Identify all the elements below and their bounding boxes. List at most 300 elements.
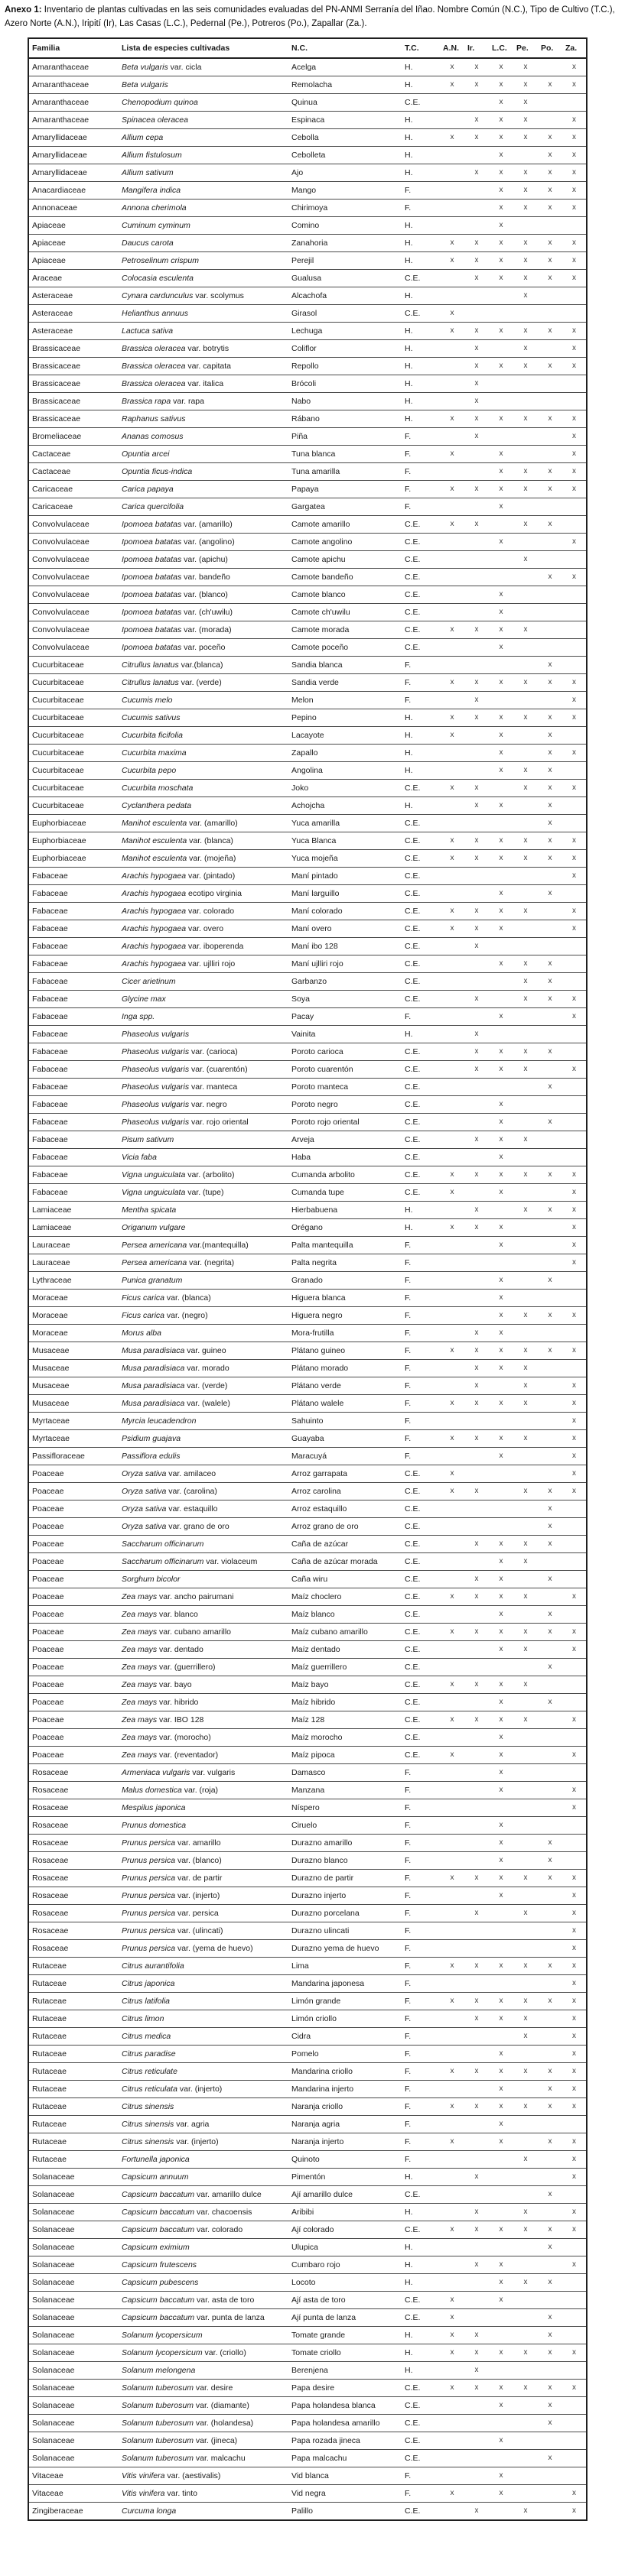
table-header xyxy=(28,38,587,58)
presence-mark-an: x xyxy=(440,410,464,427)
common-name-cell: Poroto rojo oriental xyxy=(288,1113,402,1131)
species-cell xyxy=(119,1183,288,1201)
table-row xyxy=(28,1939,587,1957)
common-name-cell: Arveja xyxy=(288,1131,402,1148)
common-name-cell: Ají amarillo dulce xyxy=(288,2185,402,2203)
presence-mark-po xyxy=(538,1465,562,1482)
presence-mark-za: x xyxy=(562,779,587,796)
species-scientific-name: Ipomoea batatas xyxy=(122,537,182,547)
familia-cell: Convolvulaceae xyxy=(28,638,119,656)
presence-mark-ir: x xyxy=(464,1482,489,1500)
presence-mark-pe xyxy=(513,1605,538,1623)
table-row xyxy=(28,1007,587,1025)
cultivation-type-cell: C.E. xyxy=(402,1658,440,1676)
cultivation-type-cell: H. xyxy=(402,375,440,392)
presence-mark-lc: x xyxy=(489,1623,513,1640)
presence-mark-lc xyxy=(489,304,513,322)
species-variety: var. (negro) xyxy=(164,1310,208,1320)
presence-mark-pe xyxy=(513,1851,538,1869)
table-row xyxy=(28,1517,587,1535)
presence-mark-pe xyxy=(513,1728,538,1746)
species-variety: var. capitata xyxy=(185,361,232,371)
species-cell xyxy=(119,427,288,445)
presence-mark-an xyxy=(440,1763,464,1781)
familia-cell: Fabaceae xyxy=(28,1007,119,1025)
species-cell xyxy=(119,2027,288,2045)
cultivation-type-cell: C.E. xyxy=(402,1183,440,1201)
presence-mark-an xyxy=(440,2396,464,2414)
presence-mark-za: x xyxy=(562,1922,587,1939)
presence-mark-pe xyxy=(513,1324,538,1342)
species-scientific-name: Zea mays xyxy=(122,1591,158,1601)
presence-mark-lc: x xyxy=(489,726,513,744)
presence-mark-za xyxy=(562,2238,587,2256)
presence-mark-po: x xyxy=(538,2273,562,2291)
familia-cell: Rutaceae xyxy=(28,2027,119,2045)
species-cell xyxy=(119,832,288,849)
table-row xyxy=(28,251,587,269)
species-cell xyxy=(119,1623,288,1640)
presence-mark-ir: x xyxy=(464,128,489,146)
cultivation-type-cell: C.E. xyxy=(402,937,440,955)
presence-mark-lc xyxy=(489,2414,513,2432)
species-variety: var. bandeño xyxy=(181,572,230,582)
presence-mark-an: x xyxy=(440,1711,464,1728)
presence-mark-za xyxy=(562,1763,587,1781)
common-name-cell: Limón grande xyxy=(288,1992,402,2010)
presence-mark-za xyxy=(562,1658,587,1676)
cultivation-type-cell: H. xyxy=(402,234,440,251)
presence-mark-po: x xyxy=(538,2238,562,2256)
presence-mark-lc xyxy=(489,1799,513,1816)
species-variety: var. (blanco) xyxy=(181,589,228,599)
presence-mark-an: x xyxy=(440,1676,464,1693)
presence-mark-pe: x xyxy=(513,2010,538,2027)
cultivation-type-cell: C.E. xyxy=(402,2291,440,2308)
presence-mark-ir xyxy=(464,445,489,462)
species-cell xyxy=(119,1957,288,1974)
species-variety: var. dentado xyxy=(157,1644,203,1654)
presence-mark-pe: x xyxy=(513,93,538,111)
presence-mark-an xyxy=(440,1939,464,1957)
presence-mark-lc xyxy=(489,867,513,884)
common-name-cell: Arroz garrapata xyxy=(288,1465,402,1482)
cultivation-type-cell: C.E. xyxy=(402,1482,440,1500)
presence-mark-za xyxy=(562,884,587,902)
presence-mark-po: x xyxy=(538,2062,562,2080)
table-row xyxy=(28,498,587,515)
presence-mark-po: x xyxy=(538,796,562,814)
presence-mark-ir: x xyxy=(464,1201,489,1218)
common-name-cell: Ají colorado xyxy=(288,2221,402,2238)
presence-mark-po: x xyxy=(538,744,562,761)
cultivation-type-cell: F. xyxy=(402,1922,440,1939)
presence-mark-po xyxy=(538,1060,562,1078)
table-row xyxy=(28,1711,587,1728)
presence-mark-pe xyxy=(513,656,538,673)
presence-mark-ir xyxy=(464,814,489,832)
presence-mark-lc: x xyxy=(489,1060,513,1078)
species-scientific-name: Origanum vulgare xyxy=(122,1222,186,1232)
table-row xyxy=(28,1851,587,1869)
presence-mark-po: x xyxy=(538,2097,562,2115)
species-cell xyxy=(119,2080,288,2097)
familia-cell: Poaceae xyxy=(28,1623,119,1640)
presence-mark-pe xyxy=(513,2432,538,2449)
presence-mark-an xyxy=(440,550,464,568)
familia-cell: Rosaceae xyxy=(28,1763,119,1781)
presence-mark-za: x xyxy=(562,2484,587,2502)
species-cell xyxy=(119,1763,288,1781)
species-cell xyxy=(119,656,288,673)
familia-cell: Vitaceae xyxy=(28,2484,119,2502)
presence-mark-lc: x xyxy=(489,2045,513,2062)
cultivation-type-cell: F. xyxy=(402,1342,440,1359)
presence-mark-za: x xyxy=(562,1447,587,1465)
familia-cell: Convolvulaceae xyxy=(28,621,119,638)
common-name-cell: Arroz grano de oro xyxy=(288,1517,402,1535)
familia-cell: Solanaceae xyxy=(28,2203,119,2221)
species-cell xyxy=(119,410,288,427)
species-cell xyxy=(119,2115,288,2133)
presence-mark-an: x xyxy=(440,673,464,691)
presence-mark-lc: x xyxy=(489,920,513,937)
presence-mark-lc: x xyxy=(489,1693,513,1711)
species-scientific-name: Oryza sativa xyxy=(122,1521,167,1531)
common-name-cell: Lacayote xyxy=(288,726,402,744)
common-name-cell: Camote ch'uwilu xyxy=(288,603,402,621)
species-scientific-name: Musa paradisiaca xyxy=(122,1398,185,1408)
cultivation-type-cell: C.E. xyxy=(402,920,440,937)
table-row xyxy=(28,638,587,656)
presence-mark-ir: x xyxy=(464,709,489,726)
presence-mark-lc: x xyxy=(489,1640,513,1658)
presence-mark-pe: x xyxy=(513,779,538,796)
presence-mark-za xyxy=(562,1095,587,1113)
common-name-cell: Tomate criollo xyxy=(288,2344,402,2361)
presence-mark-pe xyxy=(513,920,538,937)
presence-mark-ir xyxy=(464,955,489,972)
presence-mark-po: x xyxy=(538,1482,562,1500)
table-row xyxy=(28,2203,587,2221)
species-cell xyxy=(119,990,288,1007)
common-name-cell: Guayaba xyxy=(288,1429,402,1447)
table-row xyxy=(28,1060,587,1078)
presence-mark-lc xyxy=(489,2308,513,2326)
presence-mark-pe: x xyxy=(513,1201,538,1218)
cultivation-type-cell: F. xyxy=(402,1869,440,1887)
presence-mark-za xyxy=(562,2185,587,2203)
species-variety: var. ujlliri rojo xyxy=(186,959,236,968)
presence-mark-pe: x xyxy=(513,1957,538,1974)
presence-mark-lc: x xyxy=(489,1306,513,1324)
presence-mark-pe: x xyxy=(513,761,538,779)
presence-mark-za xyxy=(562,515,587,533)
common-name-cell: Camote amarillo xyxy=(288,515,402,533)
table-row xyxy=(28,2326,587,2344)
presence-mark-za xyxy=(562,937,587,955)
presence-mark-za xyxy=(562,498,587,515)
common-name-cell: Yuca amarilla xyxy=(288,814,402,832)
page-title xyxy=(5,3,630,31)
species-scientific-name: Musa paradisiaca xyxy=(122,1380,185,1390)
familia-cell: Apiaceae xyxy=(28,216,119,234)
presence-mark-ir xyxy=(464,603,489,621)
presence-mark-po: x xyxy=(538,462,562,480)
presence-mark-za: x xyxy=(562,2010,587,2027)
presence-mark-za: x xyxy=(562,1412,587,1429)
species-cell xyxy=(119,709,288,726)
presence-mark-ir: x xyxy=(464,1166,489,1183)
species-variety: var. IBO 128 xyxy=(157,1715,204,1724)
presence-mark-an xyxy=(440,375,464,392)
presence-mark-an xyxy=(440,146,464,164)
presence-mark-za: x xyxy=(562,164,587,181)
presence-mark-po: x xyxy=(538,709,562,726)
species-variety: var. (blanco) xyxy=(175,1855,222,1865)
familia-cell: Cucurbitaceae xyxy=(28,796,119,814)
presence-mark-za: x xyxy=(562,1394,587,1412)
species-cell xyxy=(119,2133,288,2150)
presence-mark-lc: x xyxy=(489,2080,513,2097)
species-cell xyxy=(119,1131,288,1148)
common-name-cell: Vainita xyxy=(288,1025,402,1043)
species-cell xyxy=(119,1078,288,1095)
table-row xyxy=(28,1552,587,1570)
table-row xyxy=(28,1078,587,1095)
familia-cell: Cucurbitaceae xyxy=(28,656,119,673)
species-scientific-name: Ficus carica xyxy=(122,1293,165,1303)
species-cell xyxy=(119,1887,288,1904)
table-row xyxy=(28,1113,587,1131)
species-cell xyxy=(119,1043,288,1060)
cultivation-type-cell: F. xyxy=(402,1834,440,1851)
familia-cell: Musaceae xyxy=(28,1394,119,1412)
presence-mark-po: x xyxy=(538,251,562,269)
presence-mark-lc: x xyxy=(489,1324,513,1342)
presence-mark-za: x xyxy=(562,462,587,480)
presence-mark-an xyxy=(440,339,464,357)
presence-mark-ir xyxy=(464,498,489,515)
presence-mark-pe: x xyxy=(513,1429,538,1447)
presence-mark-an: x xyxy=(440,1183,464,1201)
presence-mark-za: x xyxy=(562,58,587,76)
species-scientific-name: Ipomoea batatas xyxy=(122,607,182,617)
species-cell xyxy=(119,480,288,498)
presence-mark-po xyxy=(538,2115,562,2133)
common-name-cell: Camote poceño xyxy=(288,638,402,656)
presence-mark-lc: x xyxy=(489,357,513,375)
common-name-cell: Durazno amarillo xyxy=(288,1834,402,1851)
presence-mark-ir xyxy=(464,216,489,234)
species-scientific-name: Solanum tuberosum xyxy=(122,2435,194,2445)
species-variety: var. asta de toro xyxy=(194,2295,255,2305)
familia-cell: Rosaceae xyxy=(28,1939,119,1957)
presence-mark-ir xyxy=(464,2432,489,2449)
presence-mark-ir xyxy=(464,1939,489,1957)
species-variety: var. hibrido xyxy=(157,1697,199,1707)
familia-cell: Solanaceae xyxy=(28,2273,119,2291)
cultivation-type-cell: C.E. xyxy=(402,1148,440,1166)
presence-mark-po xyxy=(538,1816,562,1834)
presence-mark-za xyxy=(562,1324,587,1342)
species-variety: var. (guerrillero) xyxy=(157,1662,216,1672)
presence-mark-lc xyxy=(489,550,513,568)
species-variety: var. (blanca) xyxy=(187,835,233,845)
species-cell xyxy=(119,1377,288,1394)
presence-mark-po xyxy=(538,2168,562,2185)
presence-mark-za xyxy=(562,1552,587,1570)
species-variety: var. agria xyxy=(174,2119,210,2129)
presence-mark-lc xyxy=(489,1658,513,1676)
presence-mark-po xyxy=(538,111,562,128)
common-name-cell: Camote morada xyxy=(288,621,402,638)
presence-mark-po xyxy=(538,550,562,568)
presence-mark-za: x xyxy=(562,849,587,867)
species-variety: var. amilaceo xyxy=(166,1468,216,1478)
table-row xyxy=(28,691,587,709)
species-cell xyxy=(119,972,288,990)
presence-mark-po xyxy=(538,1676,562,1693)
species-cell xyxy=(119,1394,288,1412)
presence-mark-lc xyxy=(489,2185,513,2203)
presence-mark-pe: x xyxy=(513,1552,538,1570)
familia-cell: Solanaceae xyxy=(28,2308,119,2326)
species-cell xyxy=(119,1588,288,1605)
table-row xyxy=(28,2115,587,2133)
presence-mark-lc: x xyxy=(489,1131,513,1148)
presence-mark-ir xyxy=(464,2115,489,2133)
presence-mark-ir xyxy=(464,2484,489,2502)
species-cell xyxy=(119,2097,288,2115)
species-variety: var. grano de oro xyxy=(166,1521,229,1531)
presence-mark-lc: x xyxy=(489,849,513,867)
presence-mark-za: x xyxy=(562,1939,587,1957)
species-scientific-name: Brassica oleracea xyxy=(122,343,186,353)
presence-mark-ir: x xyxy=(464,990,489,1007)
familia-cell: Convolvulaceae xyxy=(28,586,119,603)
presence-mark-pe xyxy=(513,1254,538,1271)
presence-mark-ir xyxy=(464,2414,489,2432)
familia-cell: Moraceae xyxy=(28,1306,119,1324)
familia-cell: Cucurbitaceae xyxy=(28,691,119,709)
table-row xyxy=(28,990,587,1007)
presence-mark-ir xyxy=(464,550,489,568)
common-name-cell: Poroto manteca xyxy=(288,1078,402,1095)
presence-mark-lc xyxy=(489,568,513,586)
presence-mark-pe: x xyxy=(513,2221,538,2238)
presence-mark-ir xyxy=(464,2291,489,2308)
presence-mark-za xyxy=(562,761,587,779)
species-scientific-name: Colocasia esculenta xyxy=(122,273,194,283)
presence-mark-za: x xyxy=(562,691,587,709)
presence-mark-ir: x xyxy=(464,2062,489,2080)
presence-mark-za: x xyxy=(562,867,587,884)
presence-mark-za: x xyxy=(562,2203,587,2221)
common-name-cell: Damasco xyxy=(288,1763,402,1781)
species-cell xyxy=(119,76,288,93)
presence-mark-pe xyxy=(513,1236,538,1254)
presence-mark-an: x xyxy=(440,1429,464,1447)
presence-mark-za: x xyxy=(562,2045,587,2062)
presence-mark-pe xyxy=(513,1095,538,1113)
cultivation-type-cell: H. xyxy=(402,744,440,761)
presence-mark-lc xyxy=(489,937,513,955)
presence-mark-lc: x xyxy=(489,2010,513,2027)
species-scientific-name: Mespilus japonica xyxy=(122,1802,186,1812)
presence-mark-za xyxy=(562,621,587,638)
presence-mark-ir xyxy=(464,744,489,761)
common-name-cell: Plátano verde xyxy=(288,1377,402,1394)
presence-mark-pe xyxy=(513,1500,538,1517)
presence-mark-lc: x xyxy=(489,58,513,76)
table-row xyxy=(28,76,587,93)
presence-mark-an: x xyxy=(440,1746,464,1763)
species-variety: var. (walele) xyxy=(184,1398,230,1408)
presence-mark-po: x xyxy=(538,2133,562,2150)
presence-mark-za: x xyxy=(562,1957,587,1974)
presence-mark-ir: x xyxy=(464,621,489,638)
presence-mark-ir xyxy=(464,1236,489,1254)
cultivation-type-cell: F. xyxy=(402,1254,440,1271)
presence-mark-pe xyxy=(513,2484,538,2502)
presence-mark-lc xyxy=(489,1201,513,1218)
presence-mark-po xyxy=(538,1183,562,1201)
species-scientific-name: Zea mays xyxy=(122,1679,158,1689)
species-variety: ecotipo virginia xyxy=(186,888,243,898)
species-scientific-name: Prunus domestica xyxy=(122,1820,187,1830)
table-row xyxy=(28,568,587,586)
species-scientific-name: Opuntia arcei xyxy=(122,449,170,459)
cultivation-type-cell: H. xyxy=(402,2238,440,2256)
common-name-cell: Plátano morado xyxy=(288,1359,402,1377)
species-scientific-name: Mangifera indica xyxy=(122,185,181,195)
species-scientific-name: Ipomoea batatas xyxy=(122,589,182,599)
species-scientific-name: Phaseolus vulgaris xyxy=(122,1099,190,1109)
presence-mark-za: x xyxy=(562,1623,587,1640)
species-scientific-name: Lactuca sativa xyxy=(122,326,174,336)
presence-mark-ir: x xyxy=(464,673,489,691)
species-scientific-name: Chenopodium quinoa xyxy=(122,97,198,107)
presence-mark-an xyxy=(440,1078,464,1095)
presence-mark-po: x xyxy=(538,1869,562,1887)
cultivation-type-cell: H. xyxy=(402,2326,440,2344)
presence-mark-za xyxy=(562,375,587,392)
table-row xyxy=(28,867,587,884)
species-cell xyxy=(119,234,288,251)
presence-mark-za: x xyxy=(562,427,587,445)
presence-mark-an: x xyxy=(440,58,464,76)
presence-mark-po: x xyxy=(538,1570,562,1588)
common-name-cell: Naranja injerto xyxy=(288,2133,402,2150)
presence-mark-po xyxy=(538,1763,562,1781)
presence-mark-pe xyxy=(513,1517,538,1535)
species-variety: var. negro xyxy=(189,1099,227,1109)
presence-mark-ir: x xyxy=(464,76,489,93)
cultivation-type-cell: C.E. xyxy=(402,1711,440,1728)
cultivation-type-cell: H. xyxy=(402,111,440,128)
presence-mark-ir xyxy=(464,1078,489,1095)
presence-mark-za: x xyxy=(562,2150,587,2168)
presence-mark-an xyxy=(440,2467,464,2484)
familia-cell: Apiaceae xyxy=(28,234,119,251)
cultivation-type-cell: C.E. xyxy=(402,586,440,603)
presence-mark-ir: x xyxy=(464,1535,489,1552)
table-row xyxy=(28,1869,587,1887)
presence-mark-lc: x xyxy=(489,1570,513,1588)
column-header-tc: T.C. xyxy=(402,38,440,58)
table-row xyxy=(28,1465,587,1482)
